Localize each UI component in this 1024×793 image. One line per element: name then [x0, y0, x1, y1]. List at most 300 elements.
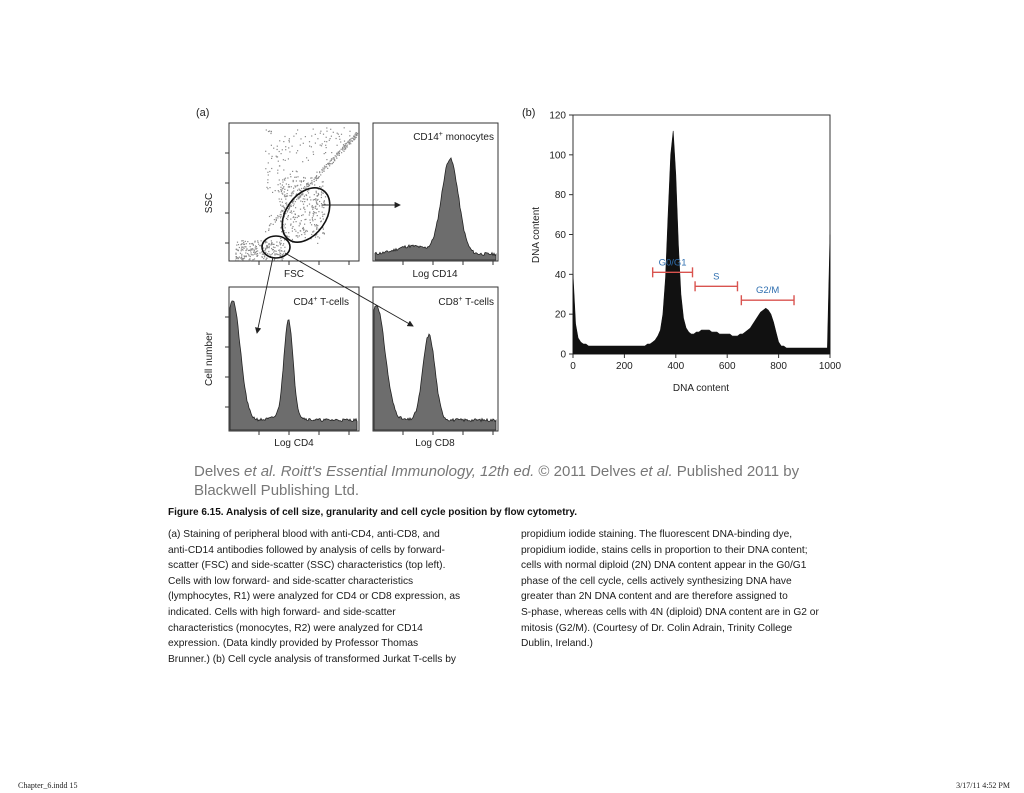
scatter-event-dot	[295, 207, 296, 208]
scatter-event-dot	[313, 213, 314, 214]
scatter-event-dot	[288, 140, 289, 141]
scatter-event-dot	[285, 224, 286, 225]
scatter-event-dot	[267, 172, 268, 173]
scatter-event-dot	[293, 217, 294, 218]
scatter-event-dot	[304, 219, 305, 220]
scatter-event-dot	[316, 191, 317, 192]
scatter-event-dot	[276, 156, 277, 157]
caption-line: mitosis (G2/M). (Courtesy of Dr. Colin Adrain, Trinity College	[521, 622, 793, 634]
scatter-event-dot	[314, 224, 315, 225]
scatter-event-dot	[322, 172, 323, 173]
scatter-event-dot	[305, 231, 306, 232]
scatter-event-dot	[280, 238, 281, 239]
scatter-event-dot	[245, 246, 246, 247]
dna-yticks	[549, 111, 573, 361]
scatter-event-dot	[336, 154, 337, 155]
scatter-event-dot	[311, 180, 312, 181]
scatter-event-dot	[338, 134, 339, 135]
scatter-event-dot	[303, 208, 304, 209]
scatter-event-dot	[322, 186, 323, 187]
caption-line: Dublin, Ireland.)	[521, 638, 593, 650]
scatter-event-dot	[266, 258, 267, 259]
scatter-event-dot	[332, 158, 333, 159]
dna-xtick-label: 400	[667, 361, 685, 372]
scatter-event-dot	[304, 196, 305, 197]
scatter-event-dot	[321, 187, 322, 188]
scatter-event-dot	[267, 253, 268, 254]
scatter-event-dot	[247, 241, 248, 242]
scatter-event-dot	[321, 194, 322, 195]
scatter-event-dot	[288, 236, 289, 237]
scatter-event-dot	[343, 146, 344, 147]
scatter-event-dot	[263, 258, 264, 259]
dna-xtick-label: 200	[616, 361, 633, 372]
scatter-event-dot	[279, 255, 280, 256]
scatter-event-dot	[317, 196, 318, 197]
scatter-event-dot	[276, 245, 277, 246]
scatter-event-dot	[268, 153, 269, 154]
scatter-event-dot	[254, 253, 255, 254]
scatter-event-dot	[247, 253, 248, 254]
scatter-event-dot	[306, 157, 307, 158]
scatter-event-dot	[279, 242, 280, 243]
scatter-event-dot	[285, 178, 286, 179]
scatter-event-dot	[303, 204, 304, 205]
scatter-event-dot	[283, 253, 284, 254]
scatter-event-dot	[299, 189, 300, 190]
scatter-event-dot	[312, 183, 313, 184]
scatter-event-dot	[341, 152, 342, 153]
scatter-event-dot	[299, 180, 300, 181]
scatter-event-dot	[307, 205, 308, 206]
scatter-event-dot	[317, 208, 318, 209]
scatter-event-dot	[324, 214, 325, 215]
scatter-event-dot	[241, 255, 242, 256]
scatter-event-dot	[273, 244, 274, 245]
scatter-event-dot	[241, 250, 242, 251]
scatter-event-dot	[257, 253, 258, 254]
scatter-event-dot	[282, 245, 283, 246]
scatter-event-dot	[290, 225, 291, 226]
scatter-event-dot	[254, 258, 255, 259]
scatter-event-dot	[276, 219, 277, 220]
scatter-event-dot	[299, 196, 300, 197]
scatter-event-dot	[323, 207, 324, 208]
scatter-event-dot	[282, 254, 283, 255]
scatter-event-dot	[293, 188, 294, 189]
scatter-event-dot	[345, 148, 346, 149]
scatter-event-dot	[266, 187, 267, 188]
scatter-event-dot	[270, 254, 271, 255]
scatter-event-dot	[284, 191, 285, 192]
caption-line: phase of the cell cycle, cells actively synthesizing DNA have	[521, 575, 792, 587]
scatter-event-dot	[293, 180, 294, 181]
scatter-event-dot	[284, 179, 285, 180]
scatter-event-dot	[293, 205, 294, 206]
figure-caption-title: Figure 6.15. Analysis of cell size, granularity and cell cycle position by flow cytometry.	[168, 507, 578, 518]
scatter-event-dot	[294, 229, 295, 230]
footer-left: Chapter_6.indd 15	[18, 781, 78, 790]
scatter-event-dot	[274, 219, 275, 220]
scatter-event-dot	[252, 260, 253, 261]
scatter-event-dot	[300, 184, 301, 185]
caption-line: propidium iodide, stains cells in proportion to their DNA content;	[521, 544, 808, 556]
scatter-event-dot	[330, 163, 331, 164]
scatter-event-dot	[282, 202, 283, 203]
scatter-event-dot	[317, 138, 318, 139]
scatter-event-dot	[257, 240, 258, 241]
scatter-event-dot	[241, 254, 242, 255]
scatter-event-dot	[277, 146, 278, 147]
scatter-event-dot	[316, 201, 317, 202]
gate-r1-ellipse	[262, 236, 290, 258]
scatter-event-dot	[321, 192, 322, 193]
scatter-event-dot	[238, 250, 239, 251]
scatter-event-dot	[268, 243, 269, 244]
scatter-event-dot	[259, 245, 260, 246]
dna-xticks	[570, 354, 841, 372]
scatter-event-dot	[289, 186, 290, 187]
scatter-event-dot	[314, 177, 315, 178]
dna-ytick-label: 20	[554, 309, 566, 321]
scatter-event-dot	[268, 228, 269, 229]
scatter-event-dot	[282, 185, 283, 186]
scatter-event-dot	[323, 181, 324, 182]
scatter-event-dot	[237, 242, 238, 243]
panel-a-figure	[185, 115, 520, 460]
scatter-event-dot	[308, 192, 309, 193]
scatter-event-dot	[289, 138, 290, 139]
scatter-event-dot	[330, 138, 331, 139]
scatter-event-dot	[303, 180, 304, 181]
scatter-event-dot	[307, 199, 308, 200]
scatter-event-dot	[357, 133, 358, 134]
scatter-event-dot	[313, 151, 314, 152]
scatter-event-dot	[320, 218, 321, 219]
scatter-event-dot	[268, 131, 269, 132]
scatter-event-dot	[280, 183, 281, 184]
scatter-event-dot	[264, 256, 265, 257]
scatter-event-dot	[301, 234, 302, 235]
scatter-event-dot	[354, 136, 355, 137]
scatter-event-dot	[326, 166, 327, 167]
scatter-event-dot	[326, 164, 327, 165]
scatter-event-dot	[274, 253, 275, 254]
scatter-event-dot	[289, 195, 290, 196]
scatter-event-dot	[315, 198, 316, 199]
scatter-event-dot	[325, 152, 326, 153]
scatter-event-dot	[322, 167, 323, 168]
cd14-histogram	[375, 158, 496, 260]
scatter-event-dot	[280, 217, 281, 218]
scatter-event-dot	[240, 253, 241, 254]
scatter-event-dot	[309, 214, 310, 215]
scatter-event-dot	[344, 127, 345, 128]
scatter-event-dot	[305, 188, 306, 189]
scatter-event-dot	[356, 132, 357, 133]
scatter-event-dot	[338, 151, 339, 152]
scatter-event-dot	[282, 182, 283, 183]
scatter-event-dot	[271, 168, 272, 169]
scatter-event-dot	[331, 160, 332, 161]
scatter-event-dot	[250, 246, 251, 247]
scatter-event-dot	[349, 139, 350, 140]
scatter-event-dot	[314, 199, 315, 200]
scatter-event-dot	[297, 232, 298, 233]
scatter-event-dot	[321, 203, 322, 204]
dna-ylabel: DNA content	[531, 206, 542, 264]
scatter-event-dot	[321, 191, 322, 192]
scatter-event-dot	[287, 216, 288, 217]
scatter-event-dot	[284, 208, 285, 209]
scatter-event-dot	[300, 230, 301, 231]
scatter-dots	[235, 127, 358, 261]
scatter-event-dot	[282, 188, 283, 189]
scatter-event-dot	[342, 147, 343, 148]
scatter-event-dot	[312, 219, 313, 220]
scatter-event-dot	[294, 185, 295, 186]
scatter-event-dot	[278, 161, 279, 162]
scatter-event-dot	[299, 223, 300, 224]
scatter-event-dot	[303, 143, 304, 144]
scatter-event-dot	[344, 141, 345, 142]
scatter-event-dot	[316, 203, 317, 204]
gate-label: G0/G1	[658, 257, 687, 269]
cd8-xlabel: Log CD8	[415, 438, 455, 449]
scatter-event-dot	[266, 247, 267, 248]
dna-ytick-label: 120	[549, 110, 566, 122]
scatter-event-dot	[324, 201, 325, 202]
scatter-event-dot	[261, 256, 262, 257]
scatter-event-dot	[339, 155, 340, 156]
scatter-event-dot	[310, 178, 311, 179]
scatter-event-dot	[292, 191, 293, 192]
scatter-event-dot	[285, 160, 286, 161]
scatter-event-dot	[317, 200, 318, 201]
scatter-event-dot	[286, 204, 287, 205]
scatter-event-dot	[285, 227, 286, 228]
scatter-event-dot	[310, 199, 311, 200]
scatter-event-dot	[346, 143, 347, 144]
scatter-event-dot	[289, 207, 290, 208]
scatter-event-dot	[293, 211, 294, 212]
scatter-event-dot	[238, 244, 239, 245]
scatter-event-dot	[333, 132, 334, 133]
caption-line: Brunner.) (b) Cell cycle analysis of transformed Jurkat T-cells by	[168, 653, 456, 665]
scatter-event-dot	[323, 218, 324, 219]
scatter-event-dot	[313, 199, 314, 200]
scatter-event-dot	[287, 190, 288, 191]
scatter-event-dot	[281, 190, 282, 191]
dna-xtick-label: 1000	[818, 361, 842, 372]
scatter-event-dot	[301, 188, 302, 189]
scatter-event-dot	[281, 199, 282, 200]
scatter-event-dot	[243, 242, 244, 243]
scatter-event-dot	[285, 199, 286, 200]
scatter-event-dot	[274, 259, 275, 260]
scatter-event-dot	[291, 210, 292, 211]
scatter-event-dot	[315, 225, 316, 226]
gate-r2-ellipse	[272, 179, 339, 251]
scatter-event-dot	[326, 147, 327, 148]
scatter-event-dot	[250, 250, 251, 251]
scatter-event-dot	[281, 231, 282, 232]
caption-line: cells with normal diploid (2N) DNA content appear in the G0/G1	[521, 560, 807, 572]
scatter-event-dot	[280, 205, 281, 206]
caption-line: expression. (Data kindly provided by Professor Thomas	[168, 638, 419, 650]
scatter-event-dot	[311, 146, 312, 147]
scatter-event-dot	[322, 206, 323, 207]
scatter-event-dot	[248, 254, 249, 255]
scatter-event-dot	[350, 143, 351, 144]
scatter-event-dot	[274, 247, 275, 248]
scatter-event-dot	[255, 247, 256, 248]
scatter-event-dot	[319, 201, 320, 202]
caption-line: S-phase, whereas cells with 4N (diploid) DNA content are in G2 or	[521, 606, 819, 618]
scatter-event-dot	[263, 248, 264, 249]
scatter-event-dot	[319, 237, 320, 238]
scatter-event-dot	[293, 136, 294, 137]
scatter-event-dot	[287, 236, 288, 237]
scatter-event-dot	[304, 209, 305, 210]
scatter-event-dot	[341, 134, 342, 135]
scatter-event-dot	[243, 247, 244, 248]
scatter-event-dot	[354, 139, 355, 140]
scatter-event-dot	[336, 138, 337, 139]
scatter-event-dot	[296, 235, 297, 236]
scatter-event-dot	[269, 216, 270, 217]
scatter-event-dot	[280, 212, 281, 213]
scatter-event-dot	[320, 133, 321, 134]
scatter-event-dot	[312, 207, 313, 208]
caption-line: greater than 2N DNA content and are therefore assigned to	[521, 591, 788, 603]
scatter-event-dot	[236, 245, 237, 246]
scatter-event-dot	[278, 184, 279, 185]
scatter-event-dot	[326, 141, 327, 142]
scatter-event-dot	[300, 209, 301, 210]
scatter-event-dot	[318, 211, 319, 212]
caption-line: indicated. Cells with high forward- and side-scatter	[168, 606, 396, 618]
scatter-event-dot	[269, 131, 270, 132]
scatter-event-dot	[268, 162, 269, 163]
scatter-event-dot	[266, 245, 267, 246]
scatter-event-dot	[309, 204, 310, 205]
dna-plot-frame	[573, 115, 830, 354]
scatter-event-dot	[285, 149, 286, 150]
scatter-event-dot	[350, 140, 351, 141]
scatter-event-dot	[298, 196, 299, 197]
scatter-event-dot	[314, 181, 315, 182]
scatter-event-dot	[309, 146, 310, 147]
scatter-event-dot	[265, 242, 266, 243]
scatter-event-dot	[326, 131, 327, 132]
scatter-event-dot	[309, 219, 310, 220]
scatter-event-dot	[266, 259, 267, 260]
scatter-event-dot	[277, 149, 278, 150]
scatter-event-dot	[282, 258, 283, 259]
scatter-event-dot	[323, 214, 324, 215]
scatter-event-dot	[291, 186, 292, 187]
scatter-event-dot	[290, 219, 291, 220]
scatter-event-dot	[334, 157, 335, 158]
scatter-event-dot	[287, 211, 288, 212]
scatter-event-dot	[312, 217, 313, 218]
scatter-event-dot	[297, 150, 298, 151]
scatter-event-dot	[252, 248, 253, 249]
scatter-event-dot	[304, 224, 305, 225]
scatter-event-dot	[269, 254, 270, 255]
scatter-event-dot	[276, 217, 277, 218]
scatter-event-dot	[286, 183, 287, 184]
scatter-event-dot	[315, 208, 316, 209]
scatter-event-dot	[302, 161, 303, 162]
panel-b-label: (b)	[522, 107, 536, 119]
scatter-event-dot	[324, 167, 325, 168]
scatter-event-dot	[332, 163, 333, 164]
scatter-event-dot	[322, 170, 323, 171]
scatter-event-dot	[279, 165, 280, 166]
scatter-event-dot	[295, 213, 296, 214]
scatter-event-dot	[287, 210, 288, 211]
scatter-event-dot	[252, 254, 253, 255]
scatter-event-dot	[251, 252, 252, 253]
scatter-event-dot	[323, 202, 324, 203]
gate-label: S	[713, 271, 720, 283]
scatter-event-dot	[235, 260, 236, 261]
scatter-event-dot	[254, 252, 255, 253]
scatter-event-dot	[277, 217, 278, 218]
scatter-event-dot	[245, 252, 246, 253]
credit-line-1: Delves et al. Roitt's Essential Immunology, 12th ed. © 2011 Delves et al. Published 2011 by	[194, 463, 800, 480]
scatter-event-dot	[284, 194, 285, 195]
scatter-event-dot	[344, 149, 345, 150]
scatter-event-dot	[283, 205, 284, 206]
scatter-event-dot	[267, 246, 268, 247]
scatter-event-dot	[278, 216, 279, 217]
scatter-event-dot	[318, 193, 319, 194]
gate-label: G2/M	[756, 285, 780, 297]
scatter-event-dot	[279, 140, 280, 141]
scatter-event-dot	[319, 186, 320, 187]
scatter-event-dot	[329, 165, 330, 166]
scatter-event-dot	[245, 241, 246, 242]
scatter-event-dot	[281, 260, 282, 261]
scatter-event-dot	[292, 171, 293, 172]
scatter-event-dot	[323, 171, 324, 172]
caption-line: Cells with low forward- and side-scatter characteristics	[168, 575, 414, 587]
panel-a-label: (a)	[196, 107, 210, 119]
scatter-event-dot	[344, 147, 345, 148]
scatter-event-dot	[312, 209, 313, 210]
scatter-event-dot	[326, 159, 327, 160]
scatter-event-dot	[322, 212, 323, 213]
scatter-event-dot	[269, 246, 270, 247]
scatter-event-dot	[241, 240, 242, 241]
scatter-event-dot	[351, 138, 352, 139]
scatter-event-dot	[331, 152, 332, 153]
scatter-event-dot	[276, 251, 277, 252]
dna-content-chart	[525, 105, 845, 395]
scatter-event-dot	[330, 129, 331, 130]
scatter-event-dot	[322, 216, 323, 217]
scatter-event-dot	[278, 254, 279, 255]
dna-ytick-label: 60	[554, 230, 566, 241]
scatter-event-dot	[286, 218, 287, 219]
scatter-event-dot	[323, 134, 324, 135]
scatter-event-dot	[261, 251, 262, 252]
dna-ytick-label: 100	[549, 150, 566, 162]
scatter-event-dot	[240, 244, 241, 245]
